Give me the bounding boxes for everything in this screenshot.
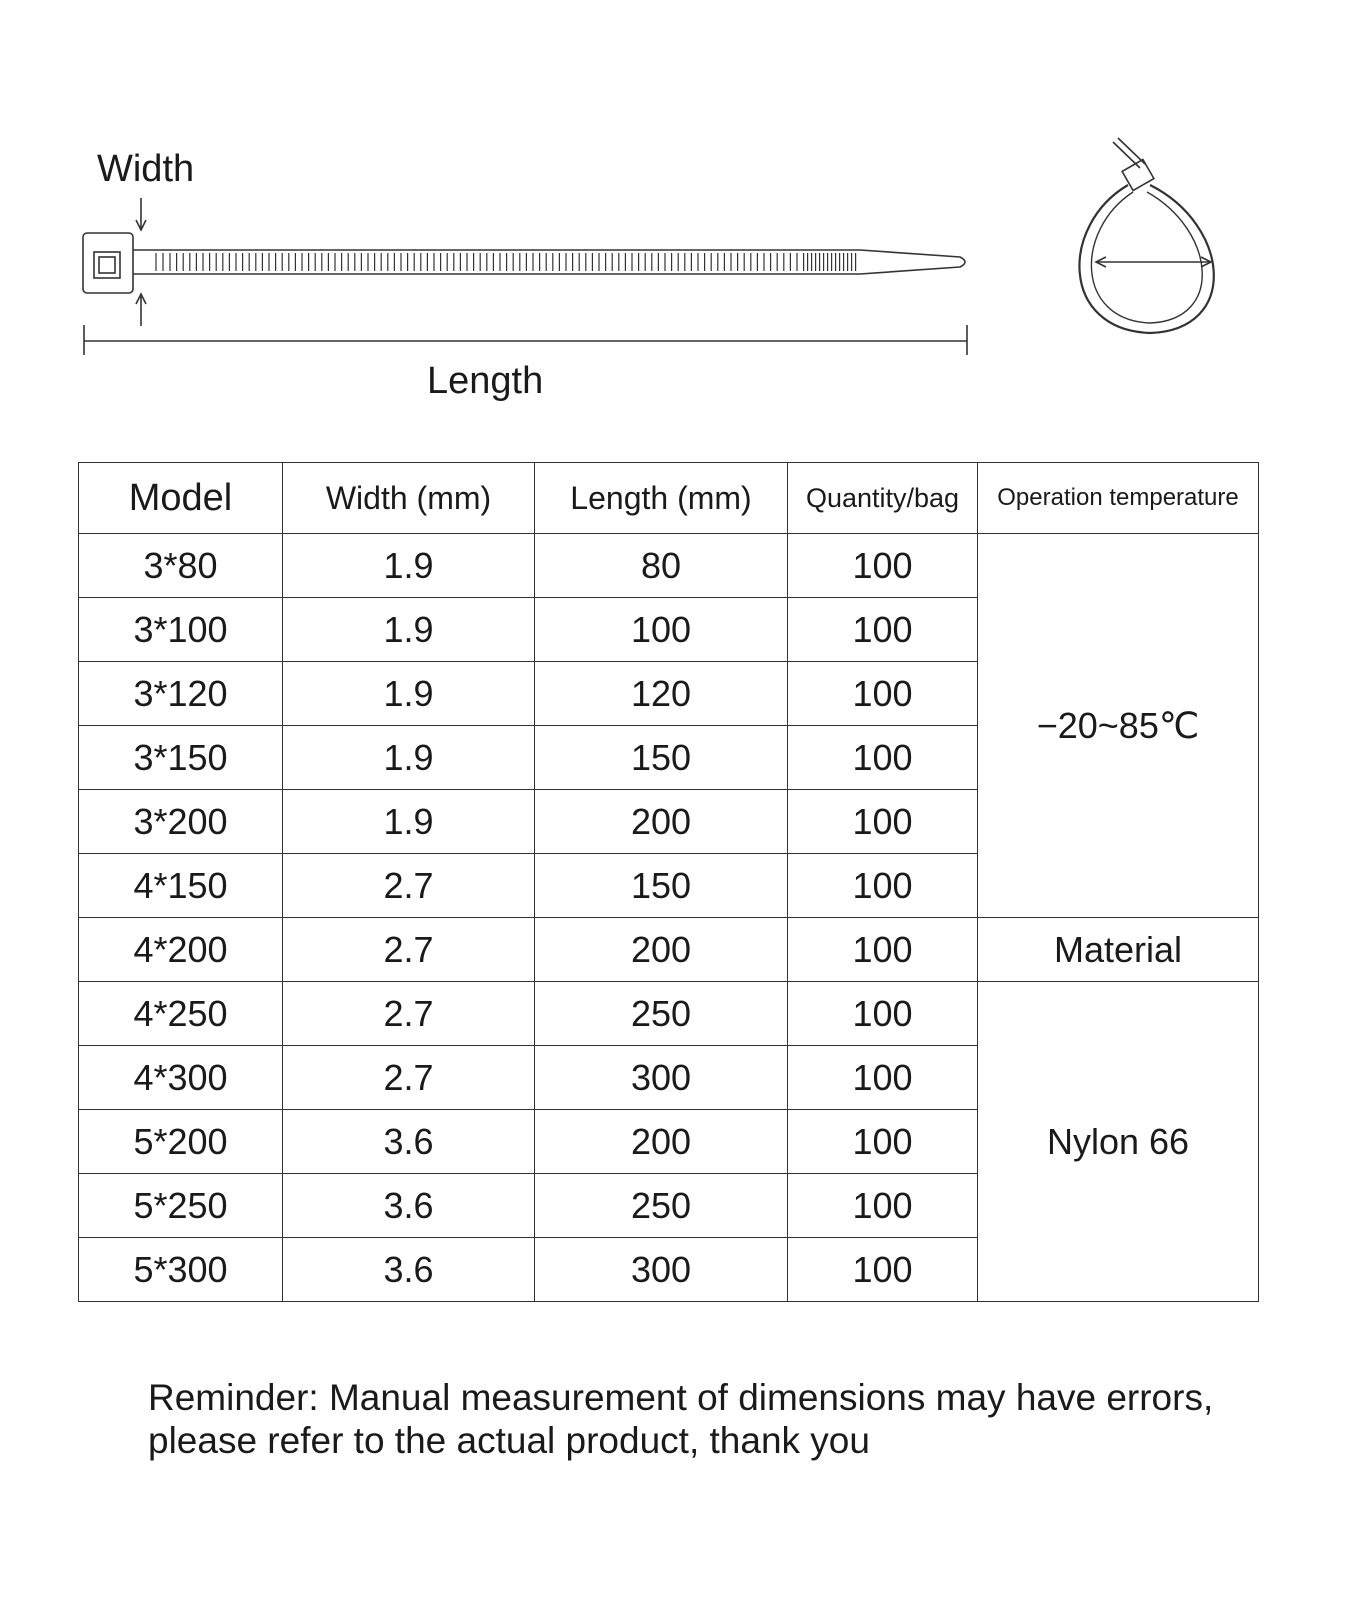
cell-quantity: 100 <box>788 598 978 662</box>
cell-length: 250 <box>535 982 788 1046</box>
header-quantity: Quantity/bag <box>788 463 978 534</box>
cell-width: 3.6 <box>283 1110 535 1174</box>
tie-strap <box>133 250 965 274</box>
cell-model: 5*300 <box>79 1238 283 1302</box>
cell-model: 3*120 <box>79 662 283 726</box>
cell-model: 4*250 <box>79 982 283 1046</box>
cell-width: 3.6 <box>283 1238 535 1302</box>
cell-model: 3*100 <box>79 598 283 662</box>
table-body <box>79 534 1259 1302</box>
tie-head-slot <box>94 252 120 278</box>
cell-quantity: 100 <box>788 662 978 726</box>
cell-quantity: 100 <box>788 1046 978 1110</box>
cell-quantity: 100 <box>788 726 978 790</box>
cell-length: 80 <box>535 534 788 598</box>
header-model: Model <box>79 463 283 534</box>
cell-width: 1.9 <box>283 598 535 662</box>
cell-width: 1.9 <box>283 726 535 790</box>
cell-length: 250 <box>535 1174 788 1238</box>
cell-model: 4*200 <box>79 918 283 982</box>
cell-model: 5*250 <box>79 1174 283 1238</box>
cell-model: 3*150 <box>79 726 283 790</box>
cable-tie-drawing <box>0 0 1367 430</box>
cell-length: 120 <box>535 662 788 726</box>
cell-quantity: 100 <box>788 982 978 1046</box>
cell-model: 3*200 <box>79 790 283 854</box>
width-label: Width <box>97 148 195 190</box>
header-length: Length (mm) <box>535 463 788 534</box>
cell-width: 1.9 <box>283 790 535 854</box>
cell-length: 200 <box>535 790 788 854</box>
cell-width: 3.6 <box>283 1174 535 1238</box>
cell-quantity: 100 <box>788 1110 978 1174</box>
tie-head <box>83 233 133 293</box>
cell-length: 150 <box>535 726 788 790</box>
tie-teeth <box>156 253 856 271</box>
cell-model: 4*300 <box>79 1046 283 1110</box>
tie-head-slot-inner <box>99 257 115 273</box>
table-header-row <box>79 463 1259 534</box>
tie-loop-tail <box>1113 138 1145 168</box>
cell-length: 200 <box>535 1110 788 1174</box>
cell-model: 3*80 <box>79 534 283 598</box>
spec-table <box>78 462 1259 1302</box>
cell-length: 300 <box>535 1046 788 1110</box>
cell-model: 4*150 <box>79 854 283 918</box>
cell-width: 2.7 <box>283 982 535 1046</box>
tie-loop-outer <box>1079 185 1213 333</box>
material-value: Nylon 66 <box>978 982 1259 1302</box>
cell-model: 5*200 <box>79 1110 283 1174</box>
cell-length: 300 <box>535 1238 788 1302</box>
cell-quantity: 100 <box>788 1238 978 1302</box>
cell-width: 1.9 <box>283 534 535 598</box>
header-temperature: Operation temperature <box>978 463 1259 534</box>
reminder-text: Reminder: Manual measurement of dimensions may have errors, please refer to the actual product, thank you <box>148 1377 1214 1461</box>
cell-quantity: 100 <box>788 854 978 918</box>
cell-width: 2.7 <box>283 854 535 918</box>
header-width: Width (mm) <box>283 463 535 534</box>
table-row <box>79 982 1259 1046</box>
length-label: Length <box>427 360 544 402</box>
cable-tie-diagram <box>0 0 1367 430</box>
cell-quantity: 100 <box>788 918 978 982</box>
cell-width: 2.7 <box>283 1046 535 1110</box>
temperature-value: −20~85℃ <box>978 534 1259 918</box>
cell-length: 200 <box>535 918 788 982</box>
cell-quantity: 100 <box>788 1174 978 1238</box>
cell-length: 100 <box>535 598 788 662</box>
cell-length: 150 <box>535 854 788 918</box>
material-label: Material <box>978 918 1259 982</box>
table-row <box>79 918 1259 982</box>
cell-width: 1.9 <box>283 662 535 726</box>
cell-quantity: 100 <box>788 790 978 854</box>
table-row <box>79 534 1259 598</box>
cell-quantity: 100 <box>788 534 978 598</box>
cell-width: 2.7 <box>283 918 535 982</box>
